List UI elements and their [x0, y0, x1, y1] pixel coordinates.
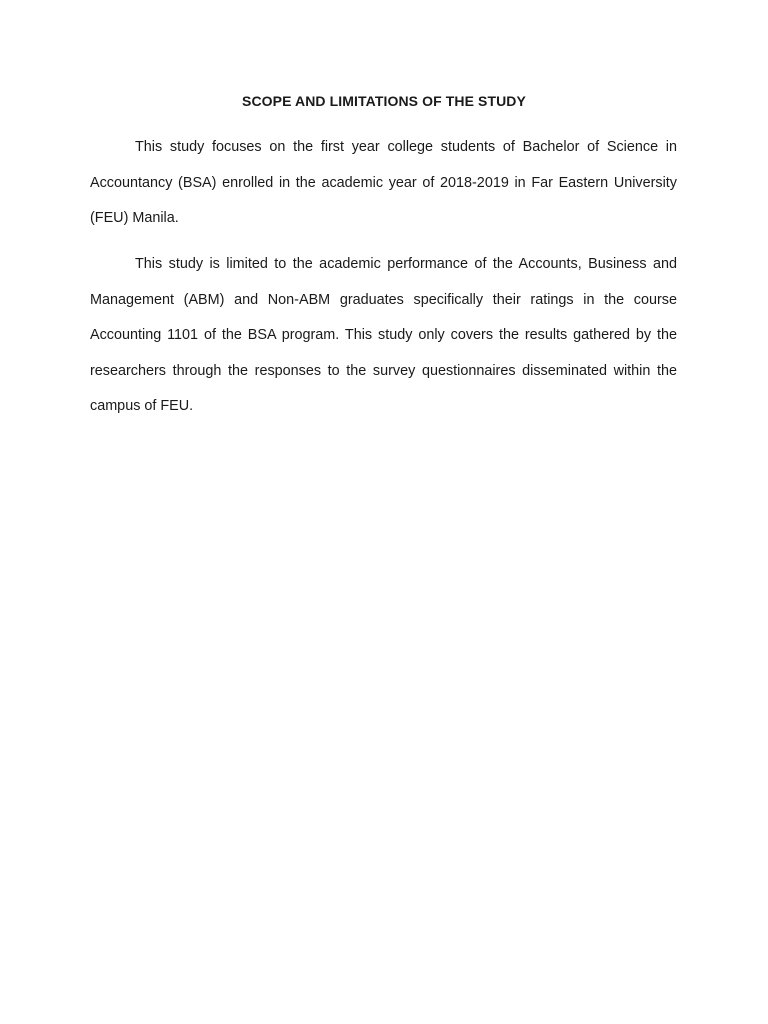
- section-heading: SCOPE AND LIMITATIONS OF THE STUDY: [242, 93, 526, 109]
- paragraph-limitations: This study is limited to the academic performance of the Accounts, Business and Management (ABM) and Non-ABM graduates specifically their ratings in the course Accounting 1101 of the BSA program. This study only covers the results gathered by the researchers through the responses to the survey questionnaires disseminated within the campus of FEU.: [90, 256, 677, 414]
- paragraph-scope: This study focuses on the first year college students of Bachelor of Science in Accountancy (BSA) enrolled in the academic year of 2018-2019 in Far Eastern University (FEU) Manila.: [90, 139, 677, 226]
